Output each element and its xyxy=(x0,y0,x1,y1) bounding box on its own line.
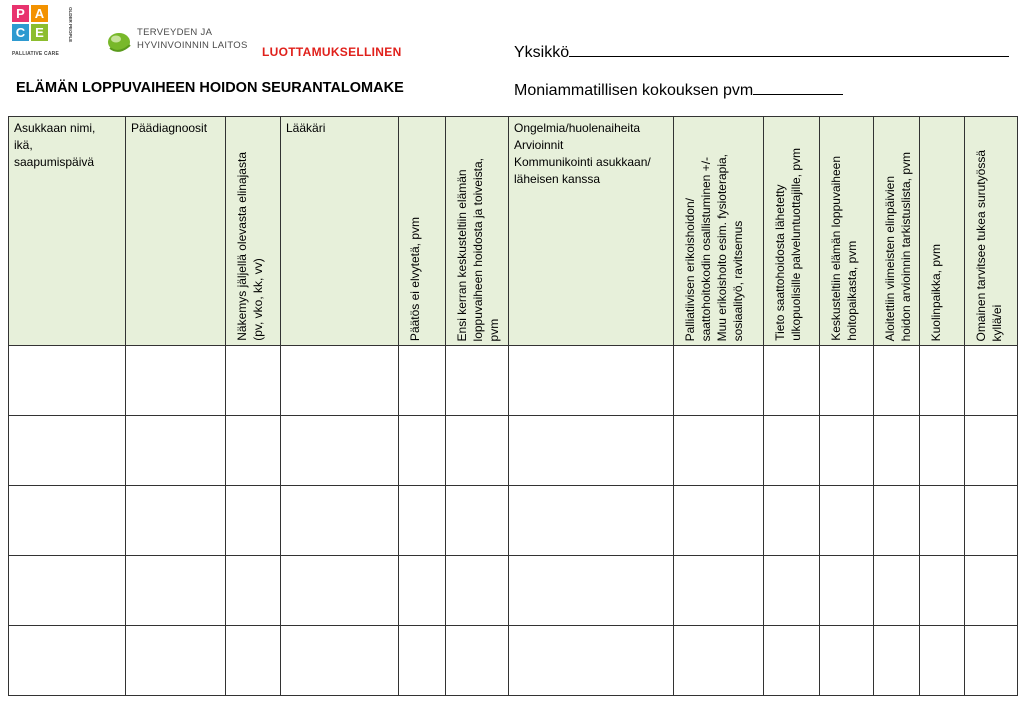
header-line: saapumispäivä xyxy=(14,155,95,169)
table-cell[interactable] xyxy=(764,626,820,696)
column-header-text xyxy=(882,152,914,341)
table-cell[interactable] xyxy=(126,346,226,416)
column-header-text xyxy=(234,152,266,341)
pace-letter-a: A xyxy=(31,5,48,22)
table-cell[interactable] xyxy=(509,416,674,486)
table-cell[interactable] xyxy=(446,346,509,416)
follow-up-table xyxy=(8,116,1018,696)
unit-label: Yksikkö xyxy=(514,44,570,61)
column-header-text xyxy=(682,154,746,341)
table-row xyxy=(9,486,1018,556)
header-line: ikä, xyxy=(14,138,33,152)
column-header-text xyxy=(281,117,398,140)
pace-logo xyxy=(12,5,72,58)
column-header-text xyxy=(454,158,502,341)
table-cell[interactable] xyxy=(399,626,446,696)
table-cell[interactable] xyxy=(820,346,874,416)
table-cell[interactable] xyxy=(9,346,126,416)
column-header-10 xyxy=(820,117,874,346)
table-cell[interactable] xyxy=(674,556,764,626)
column-header-11 xyxy=(874,117,920,346)
header-line: Muu erikoishoito esim. fysioterapia, xyxy=(715,153,729,341)
unit-input-line[interactable] xyxy=(569,42,1009,57)
column-header-text xyxy=(9,117,125,174)
column-header-6 xyxy=(446,117,509,346)
table-cell[interactable] xyxy=(281,346,399,416)
table-cell[interactable] xyxy=(446,486,509,556)
header-line: Omainen tarvitsee tukea surutyössä xyxy=(974,149,988,341)
table-cell[interactable] xyxy=(874,556,920,626)
table-cell[interactable] xyxy=(126,556,226,626)
header-line: hoidon arvioinnin tarkistuslista, pvm xyxy=(899,151,913,341)
table-cell[interactable] xyxy=(281,486,399,556)
table-cell[interactable] xyxy=(9,626,126,696)
header-line: Päätös ei elvytetä, pvm xyxy=(408,216,422,341)
table-cell[interactable] xyxy=(399,346,446,416)
table-cell[interactable] xyxy=(674,416,764,486)
thl-line-1: TERVEYDEN JA xyxy=(137,27,213,38)
table-cell[interactable] xyxy=(281,416,399,486)
header-line: Keskusteltiin elämän loppuvaiheen xyxy=(829,156,843,341)
table-cell[interactable] xyxy=(9,556,126,626)
table-cell[interactable] xyxy=(674,626,764,696)
column-header-7 xyxy=(509,117,674,346)
table-row xyxy=(9,416,1018,486)
header-line: hoitopaikasta, pvm xyxy=(845,240,859,341)
pace-side-text: OLDER PEOPLE xyxy=(68,7,73,43)
thl-line-2: HYVINVOINNIN LAITOS xyxy=(137,40,248,51)
header-line: kyllä/ei xyxy=(990,304,1004,341)
table-cell[interactable] xyxy=(281,556,399,626)
header-line: ulkopuolisille palveluntuottajille, pvm xyxy=(789,148,803,341)
header-line: Kommunikointi asukkaan/ xyxy=(514,155,651,169)
table-cell[interactable] xyxy=(920,416,965,486)
table-cell[interactable] xyxy=(399,556,446,626)
thl-leaf-icon xyxy=(106,28,132,52)
header-line: Asukkaan nimi, xyxy=(14,121,96,135)
table-cell[interactable] xyxy=(820,416,874,486)
column-header-1 xyxy=(9,117,126,346)
unit-field[interactable] xyxy=(514,42,1009,62)
table-cell[interactable] xyxy=(226,346,281,416)
table-cell[interactable] xyxy=(674,486,764,556)
thl-logo xyxy=(106,26,256,54)
table-cell[interactable] xyxy=(920,556,965,626)
table-cell[interactable] xyxy=(509,346,674,416)
table-row xyxy=(9,346,1018,416)
table-cell[interactable] xyxy=(965,346,1018,416)
table-cell[interactable] xyxy=(920,346,965,416)
table-cell[interactable] xyxy=(820,626,874,696)
table-cell[interactable] xyxy=(446,556,509,626)
header-line: Ensi kerran keskusteltiin elämän xyxy=(455,168,469,341)
table-cell[interactable] xyxy=(399,416,446,486)
pace-letter-c: C xyxy=(12,24,29,41)
table-cell[interactable] xyxy=(874,346,920,416)
header-line: Aloitettiin viimeisten elinpäivien xyxy=(883,175,897,341)
column-header-text xyxy=(828,156,860,341)
table-cell[interactable] xyxy=(764,346,820,416)
header-line: (pv, vko, kk, vv) xyxy=(251,258,265,341)
column-header-text xyxy=(772,148,804,341)
column-header-3 xyxy=(226,117,281,346)
table-cell[interactable] xyxy=(764,556,820,626)
column-header-13 xyxy=(965,117,1018,346)
header-line: Kuolinpaikka, pvm xyxy=(929,243,943,341)
table-body xyxy=(9,346,1018,696)
column-header-9 xyxy=(764,117,820,346)
header-line: loppuvaiheen hoidosta ja toiveista, xyxy=(471,157,485,341)
header-line: Arvioinnit xyxy=(514,138,564,152)
confidential-label: LUOTTAMUKSELLINEN xyxy=(262,45,402,59)
table-cell[interactable] xyxy=(9,416,126,486)
column-header-5 xyxy=(399,117,446,346)
table-cell[interactable] xyxy=(820,556,874,626)
pace-subtitle: PALLIATIVE CARE xyxy=(12,51,59,57)
table-cell[interactable] xyxy=(764,416,820,486)
table-row xyxy=(9,556,1018,626)
table-cell[interactable] xyxy=(446,416,509,486)
table-cell[interactable] xyxy=(509,556,674,626)
table-cell[interactable] xyxy=(126,626,226,696)
header-row xyxy=(9,117,1018,346)
header-line: Tieto saattohoidosta lähetetty xyxy=(773,184,787,341)
meeting-date-field[interactable] xyxy=(514,80,843,100)
table-cell[interactable] xyxy=(965,626,1018,696)
column-header-12 xyxy=(920,117,965,346)
table-row xyxy=(9,626,1018,696)
table-cell[interactable] xyxy=(920,626,965,696)
form-title: ELÄMÄN LOPPUVAIHEEN HOIDON SEURANTALOMAKE xyxy=(16,80,404,96)
header-line: Näkemys jäljellä olevasta elinajasta xyxy=(235,152,249,341)
header-line: Ongelmia/huolenaiheita xyxy=(514,121,641,135)
header-line: sosiaalityö, ravitsemus xyxy=(731,220,745,341)
header-line: Päädiagnoosit xyxy=(131,121,208,135)
meeting-date-input-line[interactable] xyxy=(753,80,843,95)
header-line: Lääkäri xyxy=(286,121,326,135)
table-cell[interactable] xyxy=(920,486,965,556)
table-cell[interactable] xyxy=(874,626,920,696)
table-cell[interactable] xyxy=(446,626,509,696)
pace-letter-e: E xyxy=(31,24,48,41)
header-line: Palliatiivisen erikoishoidon/ xyxy=(683,197,697,341)
table-cell[interactable] xyxy=(509,626,674,696)
table-cell[interactable] xyxy=(126,486,226,556)
table-cell[interactable] xyxy=(226,556,281,626)
column-header-4 xyxy=(281,117,399,346)
table-cell[interactable] xyxy=(674,346,764,416)
table-cell[interactable] xyxy=(764,486,820,556)
table-cell[interactable] xyxy=(9,486,126,556)
table-cell[interactable] xyxy=(226,416,281,486)
table-cell[interactable] xyxy=(874,416,920,486)
table-cell[interactable] xyxy=(874,486,920,556)
table-cell[interactable] xyxy=(226,626,281,696)
header-line: läheisen kanssa xyxy=(514,172,601,186)
header-line: saattohoitokodin osallistuminen +/- xyxy=(699,156,713,341)
column-header-8 xyxy=(674,117,764,346)
table-cell[interactable] xyxy=(965,486,1018,556)
column-header-text xyxy=(928,244,944,341)
pace-letter-p: P xyxy=(12,5,29,22)
column-header-text xyxy=(126,117,225,140)
table-cell[interactable] xyxy=(281,626,399,696)
table-cell[interactable] xyxy=(399,486,446,556)
table-cell[interactable] xyxy=(820,486,874,556)
table-cell[interactable] xyxy=(509,486,674,556)
column-header-text xyxy=(509,117,673,191)
header-line: pvm xyxy=(487,318,501,341)
table-cell[interactable] xyxy=(226,486,281,556)
column-header-text xyxy=(973,150,1005,341)
table-cell[interactable] xyxy=(965,416,1018,486)
table-cell[interactable] xyxy=(126,416,226,486)
column-header-2 xyxy=(126,117,226,346)
column-header-text xyxy=(407,217,423,341)
meeting-date-label: Moniammatillisen kokouksen pvm xyxy=(514,82,754,99)
table-cell[interactable] xyxy=(965,556,1018,626)
